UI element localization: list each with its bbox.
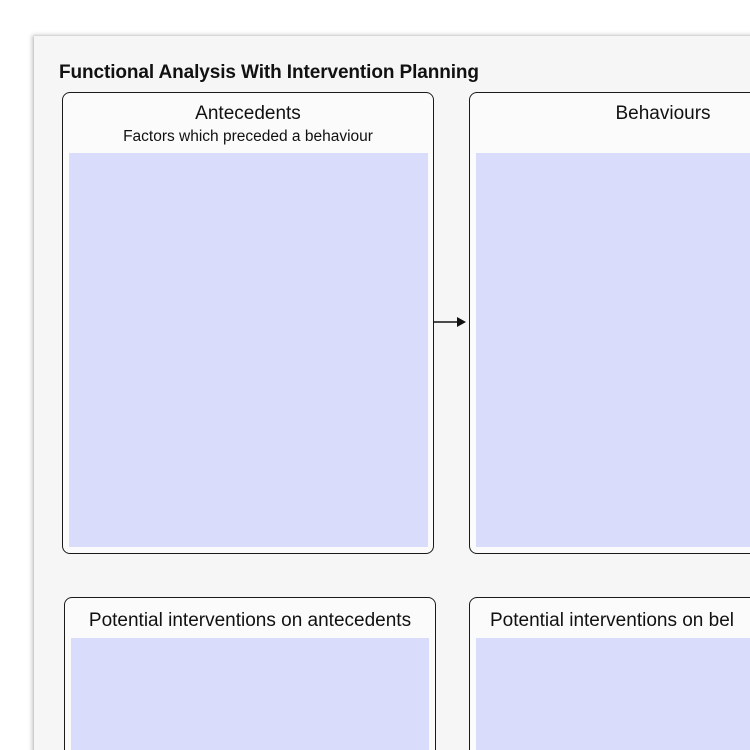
interventions-antecedents-entry-area[interactable] xyxy=(71,638,429,750)
antecedents-entry-area[interactable] xyxy=(69,153,428,547)
antecedents-heading: Antecedents xyxy=(195,103,301,124)
worksheet-title: Functional Analysis With Intervention Planning xyxy=(59,62,479,83)
interventions-behaviours-panel xyxy=(469,597,750,750)
behaviours-entry-area[interactable] xyxy=(476,153,750,547)
interventions-behaviours-entry-area[interactable] xyxy=(476,638,750,750)
antecedents-panel xyxy=(62,92,434,554)
behaviours-panel xyxy=(469,92,750,554)
interventions-antecedents-heading: Potential interventions on antecedents xyxy=(88,610,412,631)
interventions-antecedents-panel xyxy=(64,597,436,750)
interventions-behaviours-heading: Potential interventions on bel xyxy=(490,610,734,631)
right-arrow-icon xyxy=(433,314,469,330)
antecedents-subheading: Factors which preceded a behaviour xyxy=(123,128,373,145)
behaviours-heading: Behaviours xyxy=(615,103,711,124)
